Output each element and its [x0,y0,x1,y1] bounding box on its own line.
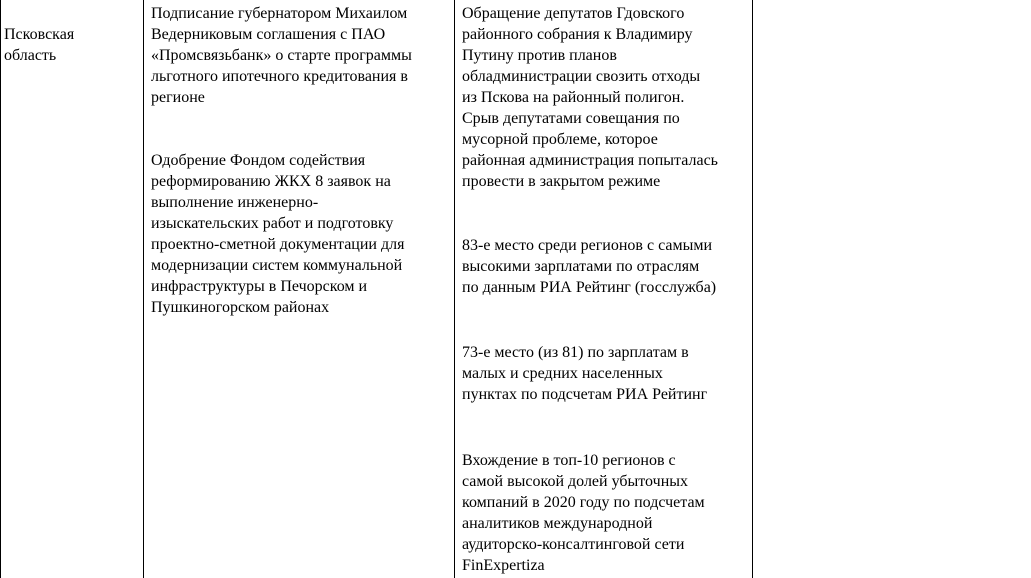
column-divider-1 [143,0,144,578]
negative-event-4: Вхождение в топ-10 регионов с самой высокой долей убыточных компаний в 2020 году по подсчетам аналитиков международной аудиторско-консалтинговой сети FinExpertiza [462,452,705,574]
negative-event-2: 83-е место среди регионов с самыми высокими зарплатами по отраслям по данным РИА Рейтинг (госслужба) [462,237,717,296]
positive-event-1: Подписание губернатором Михаилом Ведерниковым соглашения с ПАО «Промсвязьбанк» о старте программы льготного ипотечного кредитования в регионе [151,5,412,106]
column-divider-3 [752,0,753,578]
region-name: Псковская область [4,26,75,64]
negative-event-1: Обращение депутатов Гдовского районного собрания к Владимиру Путину против планов обладминистрации свозить отходы из Пскова на районный полигон. Срыв депутатами совещания по мусорной проблеме, которое районная администрация попыталась провести в закрытом режиме [462,5,718,190]
negative-event-3: 73-е место (из 81) по зарплатам в малых и средних населенных пунктах по подсчетам РИА Рейтинг [462,344,708,403]
region-cell [4,3,134,66]
positive-event-2: Одобрение Фондом содействия реформированию ЖКХ 8 заявок на выполнение инженерно- изыскательских работ и подготовку проектно-сметной документации для модернизации систем коммунальной инфраструктуры в Печорском и Пушкиногорском районах [151,152,405,316]
extra-cell [760,3,1020,45]
table-border-left [0,0,1,578]
positive-events-cell [151,3,446,316]
column-divider-2 [454,0,455,578]
negative-events-cell [462,3,752,574]
